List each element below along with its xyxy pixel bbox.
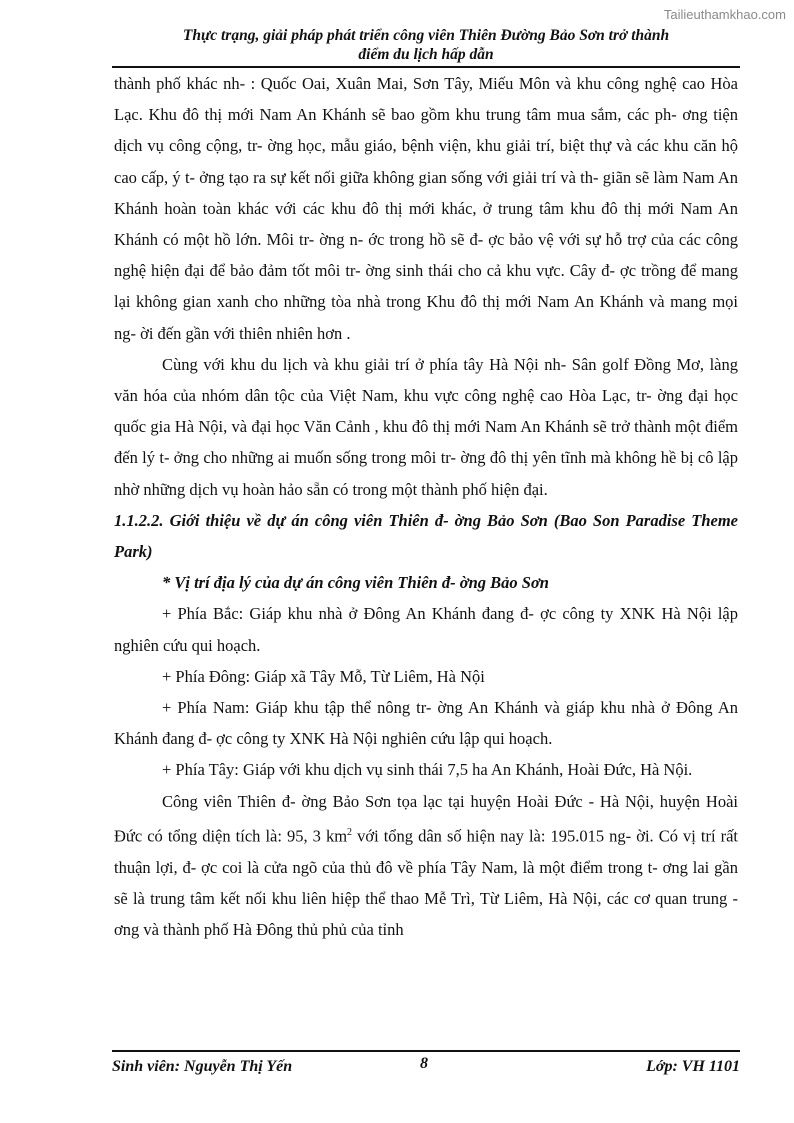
watermark-text: Tailieuthamkhao.com [663, 7, 786, 22]
paragraph-2: Cùng với khu du lịch và khu giải trí ở phía tây Hà Nội nh- Sân golf Đồng Mơ, làng văn hóa của nhóm dân tộc của Việt Nam, khu vực công nghệ cao Hòa Lạc, tr- ờng đại học quốc gia Hà Nội, và đại học Văn Cảnh , khu đô thị mới Nam An Khánh sẽ trở thành một điểm đến lý t- ởng cho những ai muốn sống trong môi tr- ờng đô thị yên tĩnh mà không hề bị cô lập nhờ những dịch vụ hoàn hảo sẵn có trong một thành phố hiện đại. [114, 354, 738, 499]
document-body [114, 68, 738, 945]
page-header [112, 26, 740, 68]
paragraph-3 [114, 786, 738, 946]
boundary-north: + Phía Bắc: Giáp khu nhà ở Đông An Khánh đang đ- ợc công ty XNK Hà Nội lập nghiên cứu qui hoạch. [114, 604, 738, 655]
boundary-west: + Phía Tây: Giáp với khu dịch vụ sinh thái 7,5 ha An Khánh, Hoài Đức, Hà Nội. [162, 760, 693, 780]
footer-page-number: 8 [420, 1055, 428, 1072]
header-title-line2: điểm du lịch hấp dẫn [358, 46, 494, 63]
paragraph-3-part-a: Công viên Thiên đ- ờng Bảo Sơn tọa lạc tại huyện Hoài Đức - Hà Nội, huyện Hoài Đức có tổng diện tích là: 95, 3 km [114, 791, 738, 846]
section-heading: 1.1.2.2. Giới thiệu về dự án công viên Thiên đ- ờng Bảo Sơn (Bao Son Paradise Theme Park) [114, 510, 738, 562]
header-title-line1: Thực trạng, giải pháp phát triển công viên Thiên Đường Bảo Sơn trở thành [182, 27, 670, 44]
subsection-heading: * Vị trí địa lý của dự án công viên Thiên đ- ờng Bảo Sơn [162, 573, 549, 593]
footer-student: Sinh viên: Nguyễn Thị Yến [112, 1058, 293, 1075]
superscript-2: 2 [347, 826, 353, 838]
paragraph-1: thành phố khác nh- : Quốc Oai, Xuân Mai, Sơn Tây, Miếu Môn và khu công nghệ cao Hòa Lạc. Khu đô thị mới Nam An Khánh sẽ bao gồm khu trung tâm mua sắm, các ph- ơng tiện dịch vụ công cộng, tr- ờng học, mẫu giáo, bệnh viện, khu giải trí, biệt thự và các khu căn hộ cao cấp, ý t- ởng tạo ra sự kết nối giữa không gian sống với giải trí và th- giãn sẽ làm Nam An Khánh hoàn toàn khác với các khu đô thị mới khác, ở trung tâm khu đô thị mới Nam An Khánh có một hồ lớn. Môi tr- ờng n- ớc trong hồ sẽ đ- ợc bảo vệ với sự hỗ trợ của các công nghệ hiện đại để bảo đảm tốt môi tr- ờng sinh thái cho cả khu vực. Cây đ- ợc trồng để mang lại không gian xanh cho những tòa nhà trong Khu đô thị mới Nam An Khánh và mang mọi ng- ời đến gần với thiên nhiên hơn . [114, 74, 738, 343]
boundary-east: + Phía Đông: Giáp xã Tây Mỗ, Từ Liêm, Hà Nội [162, 666, 485, 686]
footer-class: Lớp: VH 1101 [646, 1058, 740, 1075]
boundary-south: + Phía Nam: Giáp khu tập thể nông tr- ờng An Khánh và giáp khu nhà ở Đông An Khánh đang đ- ợc công ty XNK Hà Nội nghiên cứu lập qui hoạch. [114, 698, 738, 749]
paragraph-3-part-b: với tổng dân số hiện nay là: 195.015 ng- ời. Có vị trí rất thuận lợi, đ- ợc coi là cửa ngõ của thủ đô về phía Tây Nam, là một điểm trong t- ơng lai gần sẽ là trung tâm kết nối khu liên hiệp thể thao Mễ Trì, Từ Liêm, Hà Nội, các cơ quan trung - ơng và thành phố Hà Đông thủ phủ của tỉnh [114, 826, 738, 939]
page-footer [112, 1050, 740, 1084]
